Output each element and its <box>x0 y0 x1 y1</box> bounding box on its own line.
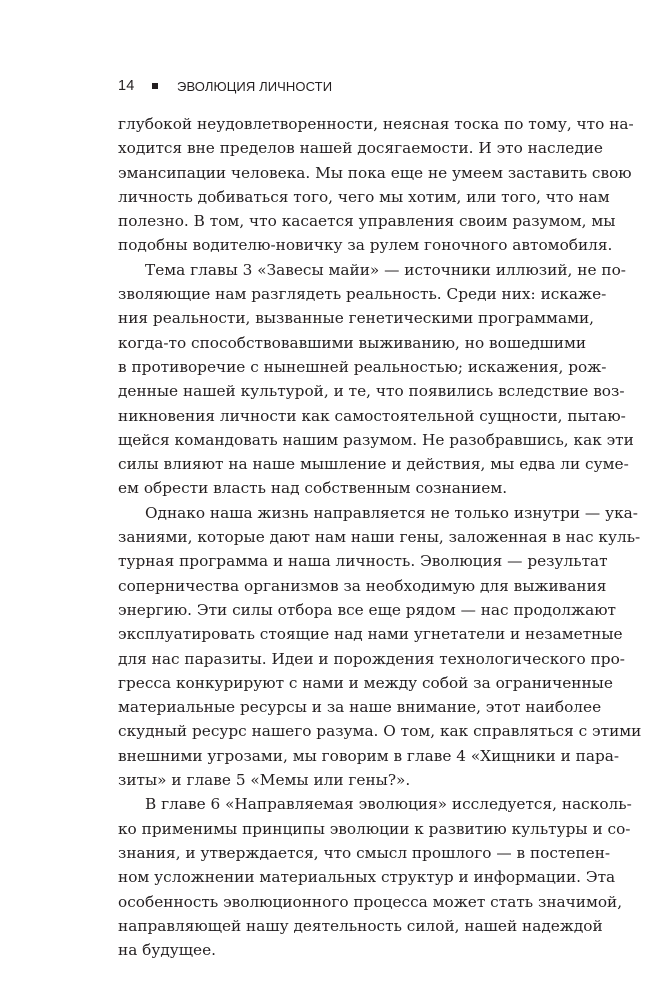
text-line: силы влияют на наше мышление и действия, мы едва ли суме- <box>118 455 629 474</box>
page-number: 14 <box>118 78 135 94</box>
text-line: энергию. Эти силы отбора все еще рядом — нас продолжают <box>118 600 617 619</box>
text-line: ном усложнении материальных структур и информации. Эта <box>118 868 616 887</box>
text-line: особенность эволюционного процесса может стать значимой, <box>118 892 623 911</box>
text-line: денные нашей культурой, и те, что появились вследствие воз- <box>118 382 625 401</box>
text-line: В главе 6 «Направляемая эволюция» исследуется, насколь- <box>145 795 632 814</box>
page-header <box>118 76 332 96</box>
text-line: ем обрести власть над собственным сознанием. <box>118 479 508 498</box>
text-line: личность добиваться того, чего мы хотим, или того, что нам <box>118 187 610 206</box>
paragraph <box>118 258 634 501</box>
text-line: ходится вне пределов нашей досягаемости. И это наследие <box>118 139 603 158</box>
text-line: заниями, которые дают нам наши гены, заложенная в нас куль- <box>118 528 641 547</box>
text-line: турная программа и наша личность. Эволюция — результат <box>118 552 608 571</box>
text-line: когда-то способствовавшими выживанию, но вошедшими <box>118 333 587 352</box>
text-line: направляющей нашу деятельность силой, нашей надеждой <box>118 916 603 935</box>
text-line: гресса конкурируют с нами и между собой за ограниченные <box>118 673 613 692</box>
text-line: полезно. В том, что касается управления своим разумом, мы <box>118 212 616 231</box>
text-line: эмансипации человека. Мы пока еще не умеем заставить свою <box>118 163 632 182</box>
text-line: ния реальности, вызванные генетическими программами, <box>118 309 595 328</box>
text-line: знания, и утверждается, что смысл прошлого — в постепен- <box>118 843 611 862</box>
paragraph <box>118 792 632 962</box>
paragraph <box>118 112 634 258</box>
text-line: зиты» и главе 5 «Мемы или гены?». <box>118 771 411 790</box>
text-line: щейся командовать нашим разумом. Не разобравшись, как эти <box>118 430 634 449</box>
text-line: в противоречие с нынешней реальностью; искажения, рож- <box>118 357 607 376</box>
text-line: соперничества организмов за необходимую для выживания <box>118 576 607 595</box>
text-line: Однако наша жизнь направляется не только изнутри — ука- <box>145 503 638 522</box>
text-line: никновения личности как самостоятельной сущности, пытаю- <box>118 406 626 425</box>
body-text <box>118 112 642 962</box>
paragraph <box>118 501 642 793</box>
text-line: для нас паразиты. Идеи и порождения технологического про- <box>118 649 625 668</box>
text-line: Тема главы 3 «Завесы майи» — источники иллюзий, не по- <box>145 260 626 279</box>
text-line: ко применимы принципы эволюции к развитию культуры и со- <box>118 819 631 838</box>
header-bullet-icon <box>152 83 158 89</box>
text-line: материальные ресурсы и за наше внимание, этот наиболее <box>118 698 602 717</box>
text-line: подобны водителю-новичку за рулем гоночного автомобиля. <box>118 236 613 255</box>
text-line: глубокой неудовлетворенности, неясная тоска по тому, что на- <box>118 115 634 133</box>
running-head: ЭВОЛЮЦИЯ ЛИЧНОСТИ <box>177 78 333 94</box>
text-line: на будущее. <box>118 941 216 960</box>
text-line: зволяющие нам разглядеть реальность. Среди них: искаже- <box>118 285 607 304</box>
text-line: скудный ресурс нашего разума. О том, как справляться с этими <box>118 722 642 741</box>
text-line: эксплуатировать стоящие над нами угнетатели и незаметные <box>118 625 623 644</box>
text-line: внешними угрозами, мы говорим в главе 4 «Хищники и пара- <box>118 746 620 765</box>
